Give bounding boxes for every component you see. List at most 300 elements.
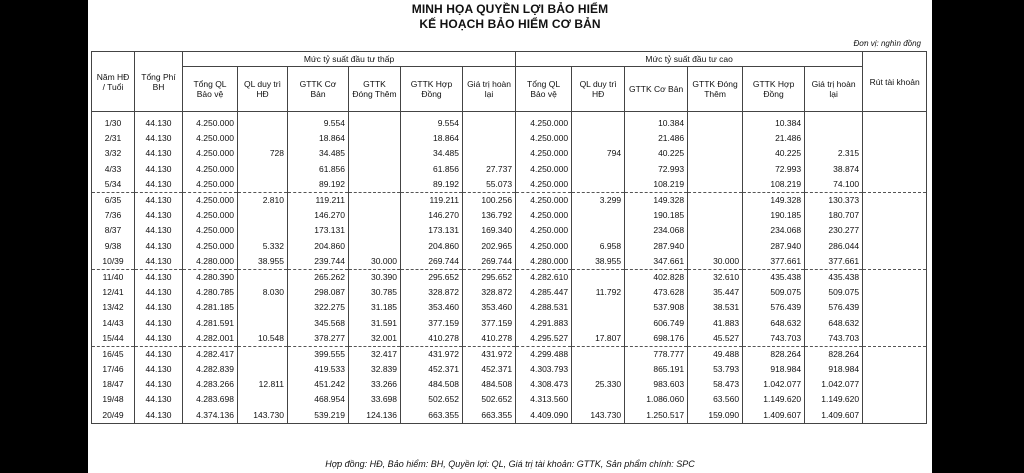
table-cell (863, 239, 927, 254)
table-cell: 44.130 (135, 112, 183, 132)
table-cell: 35.447 (688, 285, 743, 300)
table-cell (349, 112, 401, 132)
table-cell: 4.250.000 (516, 239, 572, 254)
table-cell: 61.856 (401, 162, 463, 177)
table-cell: 32.839 (349, 362, 401, 377)
col-high-total-ql: Tổng QL Bảo vệ (516, 67, 572, 112)
col-low-ql-maintain: QL duy trì HĐ (238, 67, 288, 112)
col-low-surrender: Giá trị hoàn lại (463, 67, 516, 112)
table-cell: 44.130 (135, 315, 183, 330)
table-cell: 865.191 (625, 362, 688, 377)
table-cell: 180.707 (805, 208, 863, 223)
table-cell: 4.409.090 (516, 408, 572, 424)
table-cell: 136.792 (463, 208, 516, 223)
table-cell (863, 315, 927, 330)
table-cell: 269.744 (401, 254, 463, 270)
table-row (92, 254, 927, 270)
table-cell: 4.303.793 (516, 362, 572, 377)
table-cell (688, 223, 743, 238)
table-cell: 30.785 (349, 285, 401, 300)
col-high-ql-maintain: QL duy trì HĐ (572, 67, 625, 112)
table-cell: 378.277 (288, 331, 349, 347)
table-cell (863, 377, 927, 392)
table-cell: 230.277 (805, 223, 863, 238)
table-cell (463, 112, 516, 132)
table-cell: 4.280.390 (183, 269, 238, 285)
table-cell: 6/35 (92, 192, 135, 208)
table-cell: 10/39 (92, 254, 135, 270)
table-cell: 4.280.000 (516, 254, 572, 270)
table-cell: 34.485 (288, 146, 349, 161)
table-cell: 119.211 (401, 192, 463, 208)
table-cell (688, 112, 743, 132)
table-cell (863, 254, 927, 270)
table-cell: 45.527 (688, 331, 743, 347)
table-cell (572, 223, 625, 238)
table-cell: 435.438 (743, 269, 805, 285)
table-cell: 40.225 (625, 146, 688, 161)
table-cell: 173.131 (401, 223, 463, 238)
col-withdraw: Rút tài khoản (863, 52, 927, 112)
table-row (92, 146, 927, 161)
table-cell: 4.250.000 (183, 112, 238, 132)
table-row (92, 162, 927, 177)
table-cell (349, 131, 401, 146)
table-cell (238, 315, 288, 330)
table-cell: 49.488 (688, 346, 743, 362)
table-cell: 4.282.417 (183, 346, 238, 362)
table-cell: 30.000 (349, 254, 401, 270)
table-cell: 606.749 (625, 315, 688, 330)
table-cell: 44.130 (135, 285, 183, 300)
table-cell: 44.130 (135, 331, 183, 347)
group-high-return: Mức tỷ suất đầu tư cao (516, 52, 863, 67)
table-cell: 8.030 (238, 285, 288, 300)
col-high-gttk-extra: GTTK Đóng Thêm (688, 67, 743, 112)
table-cell: 828.264 (743, 346, 805, 362)
table-cell (572, 177, 625, 193)
table-cell (572, 346, 625, 362)
table-cell: 18.864 (288, 131, 349, 146)
table-cell: 4.280.000 (183, 254, 238, 270)
table-row (92, 208, 927, 223)
table-cell (238, 162, 288, 177)
table-cell: 55.073 (463, 177, 516, 193)
table-cell: 983.603 (625, 377, 688, 392)
table-cell: 4.250.000 (516, 162, 572, 177)
table-cell: 17/46 (92, 362, 135, 377)
table-cell: 61.856 (288, 162, 349, 177)
table-cell: 468.954 (288, 392, 349, 407)
table-cell: 38.874 (805, 162, 863, 177)
table-cell: 328.872 (463, 285, 516, 300)
table-cell: 30.000 (688, 254, 743, 270)
table-cell: 377.159 (463, 315, 516, 330)
table-cell: 509.075 (805, 285, 863, 300)
table-cell: 322.275 (288, 300, 349, 315)
table-cell: 38.531 (688, 300, 743, 315)
table-cell: 4.281.591 (183, 315, 238, 330)
unit-note: Đơn vị: nghìn đồng (853, 39, 921, 48)
table-cell: 431.972 (401, 346, 463, 362)
table-cell (572, 162, 625, 177)
col-low-gttk-basic: GTTK Cơ Bản (288, 67, 349, 112)
table-cell: 2/31 (92, 131, 135, 146)
table-cell: 38.955 (572, 254, 625, 270)
table-cell: 17.807 (572, 331, 625, 347)
table-cell (688, 239, 743, 254)
table-cell: 169.340 (463, 223, 516, 238)
table-cell: 353.460 (401, 300, 463, 315)
table-cell: 159.090 (688, 408, 743, 424)
table-row (92, 285, 927, 300)
table-cell (688, 146, 743, 161)
table-cell: 149.328 (743, 192, 805, 208)
table-cell: 4.250.000 (183, 223, 238, 238)
table-cell (572, 315, 625, 330)
table-cell: 10.384 (625, 112, 688, 132)
group-low-return: Mức tỷ suất đầu tư thấp (183, 52, 516, 67)
table-row (92, 223, 927, 238)
table-cell: 12/41 (92, 285, 135, 300)
table-cell: 402.828 (625, 269, 688, 285)
table-cell: 40.225 (743, 146, 805, 161)
table-cell (863, 285, 927, 300)
table-cell (463, 146, 516, 161)
table-cell (238, 269, 288, 285)
table-cell: 44.130 (135, 239, 183, 254)
insurance-illustration-page (88, 0, 932, 473)
table-cell (863, 192, 927, 208)
table-cell: 539.219 (288, 408, 349, 424)
table-cell: 44.130 (135, 346, 183, 362)
table-row (92, 112, 927, 132)
table-cell: 1.149.620 (805, 392, 863, 407)
table-cell: 4.313.560 (516, 392, 572, 407)
table-cell (688, 208, 743, 223)
table-row (92, 269, 927, 285)
table-cell: 5/34 (92, 177, 135, 193)
table-cell (349, 177, 401, 193)
table-cell (349, 208, 401, 223)
table-cell: 287.940 (625, 239, 688, 254)
table-cell: 58.473 (688, 377, 743, 392)
table-cell: 31.591 (349, 315, 401, 330)
table-cell (863, 208, 927, 223)
table-cell: 2.315 (805, 146, 863, 161)
table-cell: 27.737 (463, 162, 516, 177)
table-cell: 12.811 (238, 377, 288, 392)
table-cell: 1.042.077 (743, 377, 805, 392)
table-cell: 502.652 (463, 392, 516, 407)
table-cell: 38.955 (238, 254, 288, 270)
table-cell: 4.250.000 (516, 131, 572, 146)
table-cell: 4.282.001 (183, 331, 238, 347)
table-cell: 44.130 (135, 146, 183, 161)
table-cell: 4.250.000 (183, 162, 238, 177)
table-cell (805, 131, 863, 146)
table-cell: 576.439 (805, 300, 863, 315)
table-cell: 41.883 (688, 315, 743, 330)
table-row (92, 192, 927, 208)
table-cell: 435.438 (805, 269, 863, 285)
table-cell: 1.086.060 (625, 392, 688, 407)
table-cell: 44.130 (135, 208, 183, 223)
table-cell: 74.100 (805, 177, 863, 193)
table-cell: 399.555 (288, 346, 349, 362)
table-cell: 4.250.000 (516, 112, 572, 132)
col-high-gttk-contract: GTTK Hợp Đồng (743, 67, 805, 112)
table-cell: 16/45 (92, 346, 135, 362)
table-cell (238, 392, 288, 407)
table-cell: 509.075 (743, 285, 805, 300)
table-cell: 410.278 (401, 331, 463, 347)
table-cell: 4.250.000 (516, 146, 572, 161)
table-cell: 4.250.000 (183, 177, 238, 193)
table-cell: 239.744 (288, 254, 349, 270)
table-cell: 11.792 (572, 285, 625, 300)
table-cell: 2.810 (238, 192, 288, 208)
page-subtitle: KẾ HOẠCH BẢO HIỂM CƠ BẢN (419, 17, 601, 31)
table-cell: 419.533 (288, 362, 349, 377)
table-cell (349, 239, 401, 254)
table-cell: 648.632 (805, 315, 863, 330)
table-cell: 89.192 (401, 177, 463, 193)
table-cell: 72.993 (625, 162, 688, 177)
table-cell: 295.652 (463, 269, 516, 285)
table-cell: 53.793 (688, 362, 743, 377)
table-cell: 9.554 (288, 112, 349, 132)
table-cell (238, 112, 288, 132)
table-cell: 44.130 (135, 162, 183, 177)
table-cell: 44.130 (135, 192, 183, 208)
table-cell: 44.130 (135, 300, 183, 315)
table-cell: 743.703 (743, 331, 805, 347)
table-cell (863, 146, 927, 161)
table-cell: 377.661 (743, 254, 805, 270)
table-cell (863, 131, 927, 146)
table-cell: 452.371 (463, 362, 516, 377)
table-cell: 377.159 (401, 315, 463, 330)
table-cell: 32.001 (349, 331, 401, 347)
table-cell: 14/43 (92, 315, 135, 330)
table-cell: 377.661 (805, 254, 863, 270)
table-cell: 576.439 (743, 300, 805, 315)
table-cell: 44.130 (135, 254, 183, 270)
table-row (92, 239, 927, 254)
table-cell (238, 131, 288, 146)
table-cell: 146.270 (401, 208, 463, 223)
table-cell: 32.417 (349, 346, 401, 362)
table-cell (863, 162, 927, 177)
table-cell: 743.703 (805, 331, 863, 347)
table-cell: 1/30 (92, 112, 135, 132)
table-cell (238, 177, 288, 193)
table-cell (863, 392, 927, 407)
table-cell: 4.250.000 (183, 131, 238, 146)
col-low-total-ql: Tổng QL Bảo vệ (183, 67, 238, 112)
table-cell: 19/48 (92, 392, 135, 407)
table-cell: 4.250.000 (516, 177, 572, 193)
col-year-age: Năm HĐ / Tuổi (92, 52, 135, 112)
table-cell: 778.777 (625, 346, 688, 362)
table-cell: 4.281.185 (183, 300, 238, 315)
col-low-gttk-extra: GTTK Đóng Thêm (349, 67, 401, 112)
table-cell (863, 223, 927, 238)
table-row (92, 300, 927, 315)
table-cell: 31.185 (349, 300, 401, 315)
table-cell (863, 177, 927, 193)
table-cell: 33.266 (349, 377, 401, 392)
table-cell: 4.250.000 (183, 239, 238, 254)
table-cell: 502.652 (401, 392, 463, 407)
table-row (92, 131, 927, 146)
table-cell: 63.560 (688, 392, 743, 407)
table-cell: 4.250.000 (183, 192, 238, 208)
table-cell: 347.661 (625, 254, 688, 270)
table-cell: 328.872 (401, 285, 463, 300)
table-cell (688, 192, 743, 208)
table-cell: 7/36 (92, 208, 135, 223)
table-cell: 143.730 (572, 408, 625, 424)
table-cell (238, 346, 288, 362)
table-row (92, 362, 927, 377)
table-cell: 298.087 (288, 285, 349, 300)
table-cell: 4.280.785 (183, 285, 238, 300)
table-cell: 410.278 (463, 331, 516, 347)
table-cell: 4.282.610 (516, 269, 572, 285)
table-cell (572, 300, 625, 315)
col-low-gttk-contract: GTTK Hợp Đồng (401, 67, 463, 112)
table-cell: 72.993 (743, 162, 805, 177)
table-cell: 4.282.839 (183, 362, 238, 377)
table-cell (463, 131, 516, 146)
table-cell: 44.130 (135, 377, 183, 392)
table-cell: 4.250.000 (516, 192, 572, 208)
table-cell: 234.068 (625, 223, 688, 238)
table-cell (863, 331, 927, 347)
table-cell: 44.130 (135, 362, 183, 377)
table-cell: 286.044 (805, 239, 863, 254)
table-row (92, 331, 927, 347)
table-cell: 18/47 (92, 377, 135, 392)
table-cell: 918.984 (805, 362, 863, 377)
table-cell (572, 131, 625, 146)
table-cell: 146.270 (288, 208, 349, 223)
table-cell: 473.628 (625, 285, 688, 300)
table-cell (572, 269, 625, 285)
table-cell: 202.965 (463, 239, 516, 254)
benefit-table (91, 51, 927, 424)
table-cell (238, 300, 288, 315)
table-cell: 451.242 (288, 377, 349, 392)
table-cell: 4.283.266 (183, 377, 238, 392)
table-cell: 4.285.447 (516, 285, 572, 300)
table-cell: 18.864 (401, 131, 463, 146)
table-cell: 119.211 (288, 192, 349, 208)
page-title: MINH HỌA QUYỀN LỢI BẢO HIỂM (411, 2, 609, 16)
table-cell (238, 208, 288, 223)
table-cell (863, 408, 927, 424)
table-cell: 124.136 (349, 408, 401, 424)
table-cell (349, 192, 401, 208)
table-cell: 44.130 (135, 223, 183, 238)
table-cell: 44.130 (135, 269, 183, 285)
table-cell: 33.698 (349, 392, 401, 407)
table-cell: 3.299 (572, 192, 625, 208)
table-row (92, 377, 927, 392)
table-cell (349, 146, 401, 161)
table-cell: 204.860 (401, 239, 463, 254)
table-cell: 15/44 (92, 331, 135, 347)
table-cell: 44.130 (135, 177, 183, 193)
table-cell: 143.730 (238, 408, 288, 424)
table-cell: 32.610 (688, 269, 743, 285)
table-cell: 89.192 (288, 177, 349, 193)
footnote: Hợp đồng: HĐ, Bảo hiểm: BH, Quyền lợi: QL, Giá trị tài khoản: GTTK, Sản phẩm chính: SPC (325, 459, 695, 469)
table-cell: 190.185 (625, 208, 688, 223)
table-cell (863, 112, 927, 132)
table-cell: 648.632 (743, 315, 805, 330)
table-cell: 8/37 (92, 223, 135, 238)
table-cell: 234.068 (743, 223, 805, 238)
table-row (92, 315, 927, 330)
table-cell: 10.384 (743, 112, 805, 132)
table-cell (238, 362, 288, 377)
table-row (92, 392, 927, 407)
table-cell (572, 362, 625, 377)
table-cell (349, 223, 401, 238)
table-cell: 4.250.000 (183, 146, 238, 161)
table-cell (688, 177, 743, 193)
table-cell: 25.330 (572, 377, 625, 392)
table-cell: 537.908 (625, 300, 688, 315)
table-cell: 4.250.000 (516, 223, 572, 238)
table-cell: 663.355 (463, 408, 516, 424)
table-cell: 13/42 (92, 300, 135, 315)
table-cell: 1.409.607 (743, 408, 805, 424)
table-cell: 484.508 (401, 377, 463, 392)
table-cell: 1.250.517 (625, 408, 688, 424)
table-cell: 4.295.527 (516, 331, 572, 347)
table-cell: 794 (572, 146, 625, 161)
table-cell: 918.984 (743, 362, 805, 377)
table-cell (572, 112, 625, 132)
table-cell: 100.256 (463, 192, 516, 208)
col-high-surrender: Giá trị hoàn lại (805, 67, 863, 112)
table-cell: 4.299.488 (516, 346, 572, 362)
table-cell: 4.291.883 (516, 315, 572, 330)
table-cell: 4.250.000 (183, 208, 238, 223)
table-row (92, 177, 927, 193)
col-high-gttk-basic: GTTK Cơ Bản (625, 67, 688, 112)
table-cell: 108.219 (743, 177, 805, 193)
table-cell: 4.283.698 (183, 392, 238, 407)
table-cell: 21.486 (625, 131, 688, 146)
table-cell (349, 162, 401, 177)
table-cell: 11/40 (92, 269, 135, 285)
table-cell: 1.149.620 (743, 392, 805, 407)
table-cell: 20/49 (92, 408, 135, 424)
table-body (92, 112, 927, 424)
table-cell: 130.373 (805, 192, 863, 208)
table-row (92, 346, 927, 362)
table-cell (863, 346, 927, 362)
table-cell: 10.548 (238, 331, 288, 347)
table-cell: 698.176 (625, 331, 688, 347)
table-cell: 44.130 (135, 392, 183, 407)
table-cell: 345.568 (288, 315, 349, 330)
